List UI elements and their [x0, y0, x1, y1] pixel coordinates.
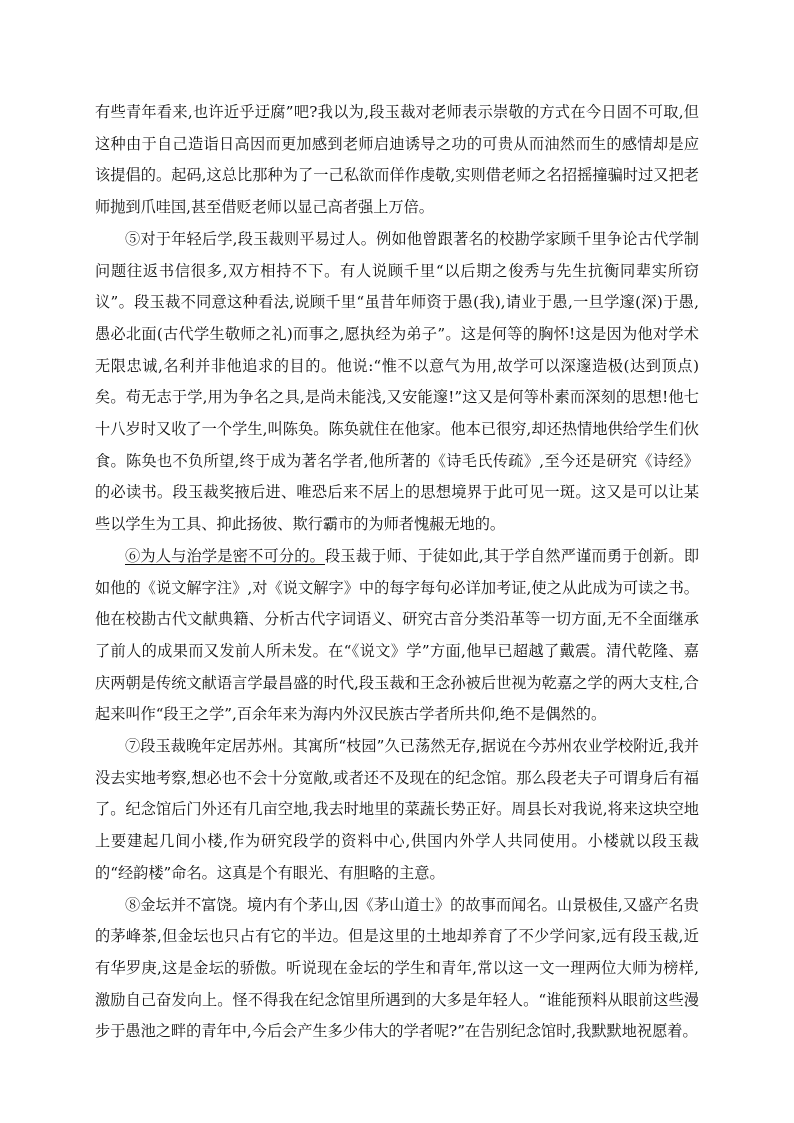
- paragraph-6-underlined-sentence: ⑥为人与治学是密不可分的。: [125, 546, 325, 565]
- paragraph-6-body: 段玉裁于师、于徒如此,其于学自然严谨而勇于创新。即如他的《说文解字注》,对《说文解字》中的每字每句必详加考证,使之从此成为可读之书。他在校勘古代文献典籍、分析古代字词语义、研究古音分类沿革等一切方面,无不全面继承了前人的成果而又发前人所未发。在“《说文》学”方面,他早已超越了戴震。清代乾隆、嘉庆两朝是传统文献语言学最昌盛的时代,段玉裁和王念孙被后世视为乾嘉之学的两大支柱,合起来叫作“段王之学”,百余年来为海内外汉民族古学者所共仰,绝不是偶然的。: [95, 546, 700, 724]
- paragraph-8: ⑧金坛并不富饶。境内有个茅山,因《茅山道士》的故事而闻名。山景极佳,又盛产名贵的茅峰茶,但金坛也只占有它的半边。但是这里的土地却养育了不少学问家,远有段玉裁,近有华罗庚,这是金坛的骄傲。听说现在金坛的学生和青年,常以这一文一理两位大师为榜样,激励自己奋发向上。怪不得我在纪念馆里所遇到的大多是年轻人。“谁能预料从眼前这些漫步于愚池之畔的青年中,今后会产生多少伟大的学者呢?”在告别纪念馆时,我默默地祝愿着。: [95, 895, 699, 1041]
- paragraph-5: ⑤对于年轻后学,段玉裁则平易过人。例如他曾跟著名的校勘学家顾千里争论古代学制问题往返书信很多,双方相持不下。有人说顾千里“以后期之俊秀与先生抗衡同辈实所窃议”。段玉裁不同意这种看法,说顾千里“虽昔年师资于愚(我),请业于愚,一旦学邃(深)于愚,愚必北面(古代学生敬师之礼)而事之,愿执经为弟子”。这是何等的胸怀!这是因为他对学术无限忠诚,名利并非他追求的目的。他说:“惟不以意气为用,故学可以深邃造极(达到顶点)矣。苟无志于学,用为争名之具,是尚未能浅,又安能邃!”这又是何等朴素而深刻的思想!他七十八岁时又收了一个学生,叫陈奂。陈奂就住在他家。他本已很穷,却还热情地供给学生们伙食。陈奂也不负所望,终于成为著名学者,他所著的《诗毛氏传疏》,至今还是研究《诗经》的必读书。段玉裁奖掖后进、唯恐后来不居上的思想境界于此可见一斑。这又是可以让某些以学生为工具、抑此扬彼、欺行霸市的为师者愧赧无地的。: [95, 229, 699, 534]
- paragraph-continued: 有些青年看来,也许近乎迂腐”吧?我以为,段玉裁对老师表示崇敬的方式在今日固不可取,但这种由于自己造诣日高因而更加感到老师启迪诱导之功的可贵从而油然而生的感情却是应该提倡的。起码,这总比那种为了一己私欲而佯作虔敬,实则借老师之名招摇撞骗时过又把老师抛到爪哇国,甚至借贬老师以显己高者强上万倍。: [95, 103, 699, 217]
- document-page: [95, 97, 699, 1048]
- paragraph-6: [95, 541, 699, 731]
- paragraph-7: ⑦段玉裁晚年定居苏州。其寓所“枝园”久已荡然无存,据说在今苏州农业学校附近,我并没去实地考察,想必也不会十分宽敞,或者还不及现在的纪念馆。那么段老夫子可谓身后有福了。纪念馆后门外还有几亩空地,我去时地里的菜蔬长势正好。周县长对我说,将来这块空地上要建起几间小楼,作为研究段学的资料中心,供国内外学人共同使用。小楼就以段玉裁的“经韵楼”命名。这真是个有眼光、有胆略的主意。: [95, 737, 699, 882]
